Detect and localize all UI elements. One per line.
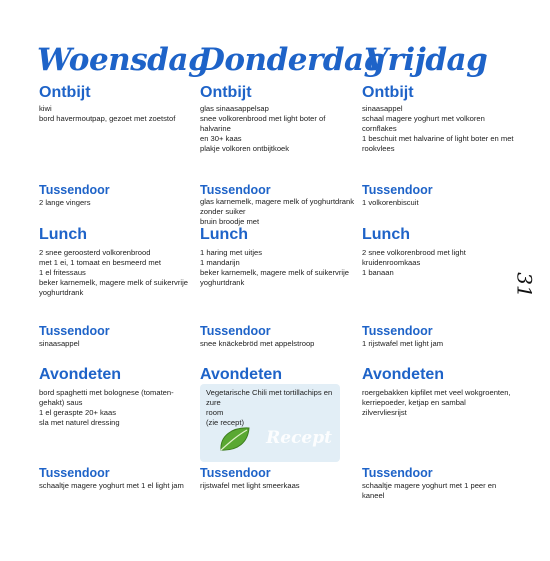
tussendoor-heading: Tussendoor [200, 466, 271, 480]
ontbijt-text: glas sinaasappelsap snee volkorenbrood met light boter of halvarine en 30+ kaas plakje volkoren ontbijtkoek [200, 104, 326, 153]
tussendoor-heading: Tussendoor [362, 466, 433, 480]
lunch-text: 2 snee geroosterd volkorenbrood met 1 ei, 1 tomaat en besmeerd met 1 el fritessaus beker karnemelk, magere melk of suikervrije yoghurtdrank [39, 248, 188, 297]
avondeten-text: Vegetarische Chili met tortillachips en zure room (zie recept) [206, 388, 333, 427]
tussendoor-heading: Tussendoor [200, 324, 271, 338]
day-title: Vrijdag [364, 42, 488, 78]
avondeten-heading: Avondeten [362, 366, 445, 383]
avondeten-text: roergebakken kipfilet met veel wokgroenten, kerriepoeder, ketjap en sambal zilvervliesrijst [362, 388, 511, 417]
tussendoor-heading: Tussendoor [39, 324, 110, 338]
tussendoor-heading: Tussendoor [362, 324, 433, 338]
lunch-text: 1 haring met uitjes 1 mandarijn beker karnemelk, magere melk of suikervrije yoghurtdrank [200, 248, 349, 287]
day-title: Donderdag [198, 42, 385, 78]
tussendoor-heading: Tussendoor [39, 183, 110, 197]
lunch-heading: Lunch [200, 226, 248, 243]
ontbijt-heading: Ontbijt [200, 84, 252, 101]
tussendoor-text: 1 rijstwafel met light jam [362, 339, 444, 348]
lunch-text: 2 snee volkorenbrood met light kruidenroomkaas 1 banaan [362, 248, 466, 277]
avondeten-heading: Avondeten [200, 366, 283, 383]
ontbijt-text: kiwi bord havermoutpap, gezoet met zoetstof [39, 104, 176, 123]
tussendoor-text: 1 volkorenbiscuit [362, 198, 419, 207]
lunch-heading: Lunch [362, 226, 410, 243]
recipe-watermark: Recept [266, 428, 332, 448]
ontbijt-heading: Ontbijt [362, 84, 414, 101]
tussendoor-heading: Tussendoor [362, 183, 433, 197]
day-title: Woensdag [37, 42, 210, 78]
tussendoor-text: schaaltje magere yoghurt met 1 peer en kaneel [362, 481, 497, 500]
recipe-box[interactable] [200, 384, 340, 462]
ontbijt-heading: Ontbijt [39, 84, 91, 101]
tussendoor-text: rijstwafel met light smeerkaas [200, 481, 300, 490]
tussendoor-text: snee knäckebröd met appelstroop [200, 339, 315, 348]
leaf-icon [218, 424, 252, 454]
tussendoor-heading: Tussendoor [39, 466, 110, 480]
tussendoor-text: glas karnemelk, magere melk of yoghurtdrank zonder suiker bruin broodje met [200, 197, 355, 226]
page-number: 31 [512, 272, 537, 298]
avondeten-text: bord spaghetti met bolognese (tomaten- gehakt) saus 1 el geraspte 20+ kaas sla met naturel dressing [39, 388, 174, 427]
lunch-heading: Lunch [39, 226, 87, 243]
tussendoor-text: schaaltje magere yoghurt met 1 el light jam [39, 481, 184, 490]
tussendoor-heading: Tussendoor [200, 183, 271, 197]
ontbijt-text: sinaasappel schaal magere yoghurt met volkoren cornflakes 1 beschuit met halvarine of light boter en met rookvlees [362, 104, 514, 153]
tussendoor-text: 2 lange vingers [39, 198, 91, 207]
tussendoor-text: sinaasappel [39, 339, 80, 348]
avondeten-heading: Avondeten [39, 366, 122, 383]
